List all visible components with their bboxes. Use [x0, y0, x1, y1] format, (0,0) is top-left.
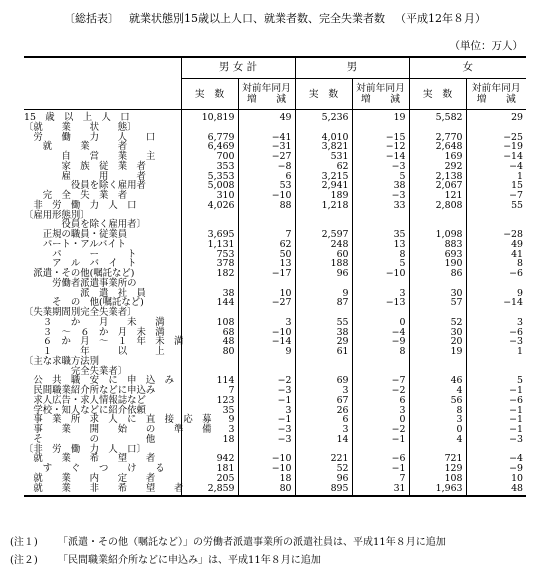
row-value [295, 357, 352, 367]
row-value: −3 [238, 386, 295, 396]
row-value: 3 [295, 386, 352, 396]
row-value: 248 [295, 240, 352, 250]
row-value: 1,131 [181, 240, 238, 250]
row-value: 10 [466, 474, 526, 484]
row-value: −9 [466, 464, 526, 474]
row-value: 292 [409, 162, 466, 172]
row-value [295, 211, 352, 221]
footnote-1 [10, 534, 446, 552]
row-value: 5,008 [181, 181, 238, 191]
row-label: 〔主な求職方法別 [24, 355, 100, 367]
row-value: 3,215 [295, 172, 352, 182]
row-value: 61 [295, 347, 352, 357]
row-value: 96 [295, 474, 352, 484]
row-value: 38 [352, 181, 409, 191]
row-value: 700 [181, 152, 238, 162]
row-label: そ の 他 [24, 433, 156, 445]
row-value: 48 [466, 484, 526, 497]
row-value: 7 [352, 474, 409, 484]
row-value: 895 [295, 484, 352, 497]
row-value: 4 [409, 435, 466, 445]
row-label: 〔非 労 働 力 人 口〕 [24, 443, 146, 455]
row-value: −14 [238, 337, 295, 347]
row-value: −27 [238, 152, 295, 162]
row-value: −4 [352, 328, 409, 338]
row-value [466, 211, 526, 221]
row-value: 31 [352, 484, 409, 497]
row-value: −2 [352, 425, 409, 435]
row-value: −6 [466, 396, 526, 406]
row-value: −6 [466, 269, 526, 279]
row-value: 13 [352, 240, 409, 250]
row-value: 80 [181, 347, 238, 357]
row-value: −4 [466, 454, 526, 464]
row-value: 883 [409, 240, 466, 250]
row-value: −3 [238, 435, 295, 445]
row-label: 就 業 者 [24, 141, 128, 153]
row-value: −10 [238, 464, 295, 474]
row-value: 52 [295, 464, 352, 474]
row-value: 48 [181, 337, 238, 347]
row-label: パ ー ト [24, 248, 137, 260]
row-value: 80 [238, 484, 295, 497]
row-value: −14 [352, 152, 409, 162]
row-value: 87 [295, 298, 352, 308]
header-change: 対前年同月 増 減 [238, 79, 295, 110]
row-value: 3,821 [295, 142, 352, 152]
row-value [238, 211, 295, 221]
table-title [8, 12, 528, 26]
row-value: 0 [352, 318, 409, 328]
row-value: 3 [295, 425, 352, 435]
row-label: 就 業 希 望 者 [24, 453, 156, 465]
row-value: 8 [409, 406, 466, 416]
row-value: −28 [466, 230, 526, 240]
row-value: 2,648 [409, 142, 466, 152]
row-value: 3 [352, 289, 409, 299]
row-label: す ぐ つ け る [24, 463, 165, 474]
row-label: ６ か 月 〜 １ 年 未 満 [24, 336, 184, 348]
row-value: −1 [466, 415, 526, 425]
row-value: 29 [466, 110, 526, 123]
title-date: （平成12年８月） [395, 12, 486, 25]
row-value: −1 [466, 406, 526, 416]
row-value: 7 [238, 230, 295, 240]
row-value: 15 [466, 181, 526, 191]
table-row [24, 110, 526, 123]
row-value: 5,582 [409, 110, 466, 123]
row-value: 4,026 [181, 201, 238, 211]
row-label: ３ 〜 ６ か 月 未 満 [24, 326, 165, 338]
row-value: −41 [238, 133, 295, 143]
row-value: 88 [238, 201, 295, 211]
header-count: 実 数 [295, 79, 352, 110]
row-value: −14 [466, 152, 526, 162]
footnote-2-key: (注２) [10, 555, 38, 566]
row-value: 3 [352, 406, 409, 416]
row-label: 役員を除く雇用者〕 [24, 219, 146, 231]
row-label: 〔雇用形態別〕 [24, 209, 90, 221]
row-value: −6 [466, 328, 526, 338]
row-value: 108 [181, 318, 238, 328]
footnote-1-key: (注１) [10, 537, 38, 548]
row-value: 14 [295, 435, 352, 445]
row-value: 182 [181, 269, 238, 279]
row-value: 13 [238, 259, 295, 269]
row-value: 50 [238, 250, 295, 260]
row-value: 5,236 [295, 110, 352, 123]
row-value: −4 [466, 162, 526, 172]
row-label: ３ か 月 未 満 [24, 316, 165, 328]
row-value: −31 [238, 142, 295, 152]
header-count: 実 数 [181, 79, 238, 110]
row-value: 69 [295, 376, 352, 386]
row-value: −2 [352, 386, 409, 396]
row-value: 6 [238, 172, 295, 182]
row-value: 310 [181, 191, 238, 201]
row-value: −3 [352, 162, 409, 172]
row-label: 事 業 所 求 人 に 直 接 応 募 [24, 414, 212, 426]
row-label: 就 業 非 希 望 者 [24, 482, 184, 494]
row-value: 7 [181, 386, 238, 396]
row-value: 2,597 [295, 230, 352, 240]
row-value: 2,770 [409, 133, 466, 143]
row-value: 68 [181, 328, 238, 338]
row-value: 169 [409, 152, 466, 162]
row-label: 完 全 失 業 者 [24, 190, 128, 201]
header-total: 男 女 計 [181, 57, 295, 79]
row-value: −13 [352, 298, 409, 308]
row-label: 求人広告・求人情報誌など [24, 394, 146, 406]
row-label: 労働者派遣事業所の [24, 277, 137, 289]
row-value: 753 [181, 250, 238, 260]
row-value: 188 [295, 259, 352, 269]
row-value: −19 [466, 142, 526, 152]
row-value: 0 [409, 425, 466, 435]
row-value: 221 [295, 454, 352, 464]
row-value: 18 [181, 435, 238, 445]
header-count: 実 数 [409, 79, 466, 110]
row-value: 721 [409, 454, 466, 464]
row-value: 129 [409, 464, 466, 474]
row-value: 20 [409, 337, 466, 347]
row-value: 5 [466, 376, 526, 386]
row-value: 52 [409, 318, 466, 328]
row-label: 就 業 内 定 者 [24, 472, 156, 484]
stats-table [24, 56, 526, 497]
row-value: 46 [409, 376, 466, 386]
row-value: 19 [352, 110, 409, 123]
row-value: 10 [238, 289, 295, 299]
row-value: 10,819 [181, 110, 238, 123]
row-label: そ の 他(嘱託など) [24, 297, 144, 309]
row-value: 205 [181, 474, 238, 484]
row-value: 378 [181, 259, 238, 269]
row-value: 62 [238, 240, 295, 250]
table-row [24, 201, 526, 211]
row-label: 雇 用 者 [24, 170, 146, 182]
row-label: 公 共 職 安 に 申 込 み [24, 375, 175, 387]
row-value: 123 [181, 396, 238, 406]
row-value: 29 [295, 337, 352, 347]
row-value: 33 [352, 201, 409, 211]
row-value: 30 [409, 289, 466, 299]
row-label: 役員を除く雇用者 [24, 180, 146, 192]
row-label: 派遣・その他(嘱託など) [24, 268, 135, 279]
footnote-2-text: 「民間職業紹介所などに申込み」は、平成11年８月に追加 [58, 555, 321, 566]
row-value: 30 [409, 328, 466, 338]
row-value: 9 [181, 415, 238, 425]
header-change: 対前年同月 増 減 [466, 79, 526, 110]
row-value: 41 [466, 250, 526, 260]
row-value: 189 [295, 191, 352, 201]
row-value: 108 [409, 474, 466, 484]
row-value [409, 357, 466, 367]
row-value: −1 [466, 386, 526, 396]
row-value: −1 [238, 415, 295, 425]
row-value: −6 [352, 454, 409, 464]
row-value: 3 [181, 425, 238, 435]
row-value: 2,941 [295, 181, 352, 191]
row-value: −27 [238, 298, 295, 308]
row-label: 労 働 力 人 口 [24, 131, 156, 143]
row-label: 学校・知人などに紹介依頼 [24, 404, 146, 416]
row-value: 1,218 [295, 201, 352, 211]
row-value: 2,808 [409, 201, 466, 211]
row-value: 4,010 [295, 133, 352, 143]
row-value: 35 [181, 406, 238, 416]
row-value: 190 [409, 259, 466, 269]
row-value: 942 [181, 454, 238, 464]
row-value: 8 [352, 250, 409, 260]
row-value: −3 [466, 337, 526, 347]
row-value: 9 [238, 347, 295, 357]
title-main: 就業状態別15歳以上人口、就業者数、完全失業者数 [129, 12, 385, 25]
row-value: 96 [295, 269, 352, 279]
row-value: −1 [352, 435, 409, 445]
row-value: 693 [409, 250, 466, 260]
row-value [238, 357, 295, 367]
table-row [24, 484, 526, 497]
row-value: 5 [352, 259, 409, 269]
row-value: 56 [409, 396, 466, 406]
row-value: 67 [295, 396, 352, 406]
row-value: 2,859 [181, 484, 238, 497]
row-label: 家 族 従 業 者 [24, 160, 146, 172]
row-label: 事 業 開 始 の 準 備 [24, 424, 212, 435]
row-value: 9 [466, 289, 526, 299]
row-value: 60 [295, 250, 352, 260]
row-value [352, 211, 409, 221]
row-value [409, 211, 466, 221]
row-label: 自 営 業 主 [24, 151, 156, 162]
footnote-1-text: 「派遣・その他（嘱託など）」の労働者派遣事業所の派遣社員は、平成11年８月に追加 [58, 537, 446, 548]
row-label: パート・アルバイト [24, 238, 127, 250]
header-change: 対前年同月 増 減 [352, 79, 409, 110]
row-value [181, 357, 238, 367]
row-value: −10 [238, 328, 295, 338]
row-value: 4 [409, 386, 466, 396]
row-value: 26 [295, 406, 352, 416]
row-value [466, 357, 526, 367]
row-value: 121 [409, 191, 466, 201]
row-value: 2,138 [409, 172, 466, 182]
row-value: −1 [238, 396, 295, 406]
row-value: 62 [295, 162, 352, 172]
row-value: 19 [409, 347, 466, 357]
row-value: 3 [409, 415, 466, 425]
row-value [352, 357, 409, 367]
footnotes [10, 534, 446, 570]
row-value: −10 [238, 191, 295, 201]
row-label: 15 歳 以 上 人 口 [24, 112, 130, 123]
row-value: 1,098 [409, 230, 466, 240]
row-value: −1 [466, 425, 526, 435]
row-value: −10 [238, 454, 295, 464]
row-value: 6,779 [181, 133, 238, 143]
row-value: 6,469 [181, 142, 238, 152]
row-value: −3 [238, 425, 295, 435]
row-value: 55 [295, 318, 352, 328]
row-value [181, 211, 238, 221]
header-blank [24, 57, 181, 110]
row-value: 8 [466, 259, 526, 269]
row-value: −10 [352, 269, 409, 279]
row-value: −7 [352, 376, 409, 386]
unit-label: （単位：万人） [449, 40, 523, 52]
row-value: 55 [466, 201, 526, 211]
row-label: 〔就 業 状 態〕 [24, 121, 137, 133]
row-value: 353 [181, 162, 238, 172]
row-label: 〔失業期間別完全失業者〕 [24, 307, 137, 318]
row-value: −12 [352, 142, 409, 152]
row-value: −25 [466, 133, 526, 143]
row-value: −7 [466, 191, 526, 201]
row-label: 非 労 働 力 人 口 [24, 199, 137, 211]
row-value: 38 [181, 289, 238, 299]
row-value: −14 [466, 298, 526, 308]
row-value: 144 [181, 298, 238, 308]
row-label: １ 年 以 上 [24, 346, 165, 357]
row-value: −15 [352, 133, 409, 143]
row-value: −9 [352, 337, 409, 347]
row-value: −3 [352, 191, 409, 201]
row-value: −1 [352, 464, 409, 474]
row-value: 3 [466, 318, 526, 328]
row-value: −8 [238, 162, 295, 172]
row-label: 派 遣 社 員 [24, 287, 146, 299]
row-value: 8 [352, 347, 409, 357]
row-value: 1 [466, 172, 526, 182]
row-value: 49 [238, 110, 295, 123]
row-value: 57 [409, 298, 466, 308]
row-value: 53 [238, 181, 295, 191]
row-value: 3 [238, 318, 295, 328]
row-label: 完全失業者〕 [24, 365, 128, 377]
row-value: −3 [466, 435, 526, 445]
row-value: 6 [352, 396, 409, 406]
title-tag: 〔総括表〕 [64, 12, 119, 25]
row-value: 531 [295, 152, 352, 162]
row-value: 1,963 [409, 484, 466, 497]
row-value: 18 [238, 474, 295, 484]
header-male: 男 [295, 57, 409, 79]
row-value: 2,067 [409, 181, 466, 191]
row-value: 5 [352, 172, 409, 182]
row-value: 38 [295, 328, 352, 338]
footnote-2 [10, 552, 446, 570]
row-value: 5,353 [181, 172, 238, 182]
row-value: 49 [466, 240, 526, 250]
row-value: −2 [238, 376, 295, 386]
row-label: 正規の職員・従業員 [24, 229, 128, 240]
row-value: 3 [238, 406, 295, 416]
row-label: ア ル バ イ ト [24, 258, 137, 270]
row-value: 181 [181, 464, 238, 474]
row-value: 6 [295, 415, 352, 425]
row-value: 35 [352, 230, 409, 240]
row-value: 3,695 [181, 230, 238, 240]
row-label: 民間職業紹介所などに申込み [24, 385, 156, 396]
row-value: −17 [238, 269, 295, 279]
header-female: 女 [409, 57, 526, 79]
row-value: 86 [409, 269, 466, 279]
row-value: 0 [352, 415, 409, 425]
row-value: 114 [181, 376, 238, 386]
row-value: 1 [466, 347, 526, 357]
table-row [24, 347, 526, 357]
row-value: 9 [295, 289, 352, 299]
